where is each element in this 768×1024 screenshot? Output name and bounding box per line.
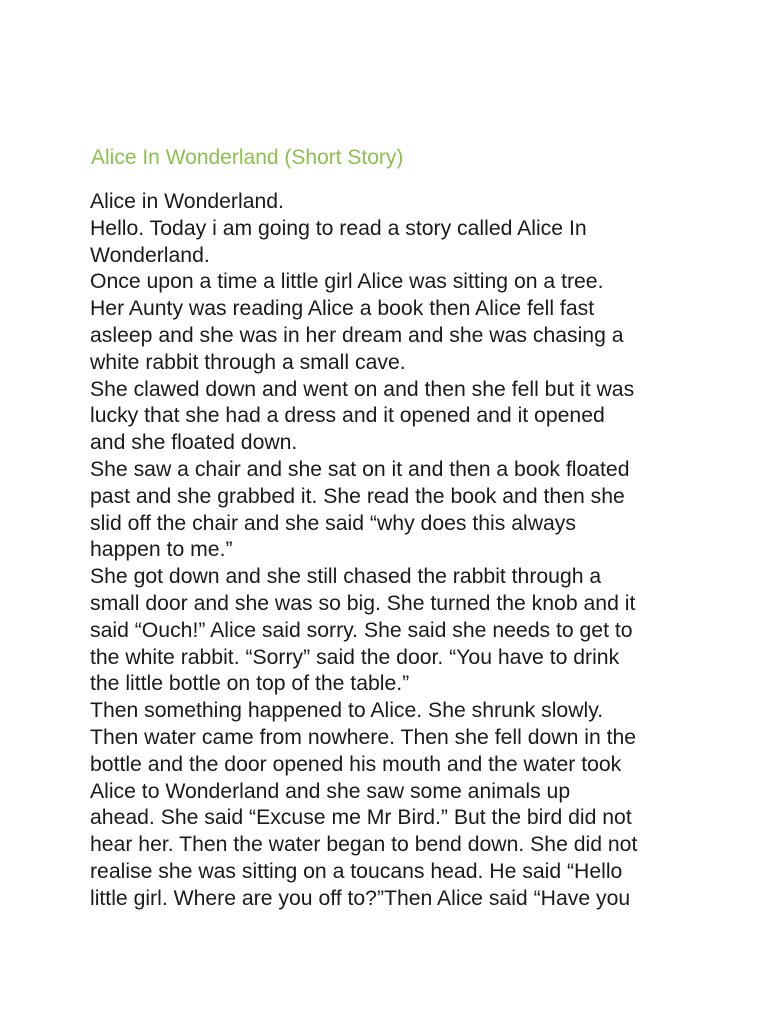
story-line: Once upon a time a little girl Alice was sitting on a tree.	[90, 270, 604, 294]
story-line: said “Ouch!” Alice said sorry. She said she needs to get to	[90, 618, 633, 642]
story-line: hear her. Then the water began to bend down. She did not	[90, 833, 638, 857]
story-line: Alice in Wonderland.	[90, 190, 284, 213]
story-line: happen to me.”	[90, 538, 233, 562]
story-body	[90, 189, 690, 913]
story-line: Her Aunty was reading Alice a book then Alice fell fast	[90, 297, 595, 321]
story-line: realise she was sitting on a toucans head. He said “Hello	[90, 859, 623, 883]
story-line: bottle and the door opened his mouth and the water took	[90, 752, 622, 776]
story-line: lucky that she had a dress and it opened and it opened	[90, 404, 605, 428]
story-line: the white rabbit. “Sorry” said the door. “You have to drink	[90, 645, 620, 669]
story-line: Then water came from nowhere. Then she fell down in the	[90, 725, 637, 749]
story-line: little girl. Where are you off to?”Then Alice said “Have you	[90, 886, 631, 910]
story-line: Hello. Today i am going to read a story called Alice In	[90, 216, 587, 240]
story-line: She clawed down and went on and then she fell but it was	[90, 377, 635, 401]
story-line: past and she grabbed it. She read the book and then she	[90, 484, 625, 508]
document-title: Alice In Wonderland (Short Story)	[91, 146, 404, 169]
story-line: slid off the chair and she said “why does this always	[90, 511, 576, 535]
story-line: Then something happened to Alice. She shrunk slowly.	[90, 699, 604, 723]
story-line: asleep and she was in her dream and she was chasing a	[90, 323, 624, 347]
story-line: She saw a chair and she sat on it and then a book floated	[90, 457, 630, 481]
story-line: ahead. She said “Excuse me Mr Bird.” But the bird did not	[90, 806, 632, 830]
story-line: Wonderland.	[90, 243, 210, 267]
story-line: and she floated down.	[90, 431, 298, 455]
story-line: Alice to Wonderland and she saw some animals up	[90, 779, 571, 803]
story-line: small door and she was so big. She turned the knob and it	[90, 591, 636, 615]
story-line: the little bottle on top of the table.”	[90, 672, 410, 696]
story-line: She got down and she still chased the rabbit through a	[90, 565, 602, 589]
story-line: white rabbit through a small cave.	[90, 350, 406, 374]
